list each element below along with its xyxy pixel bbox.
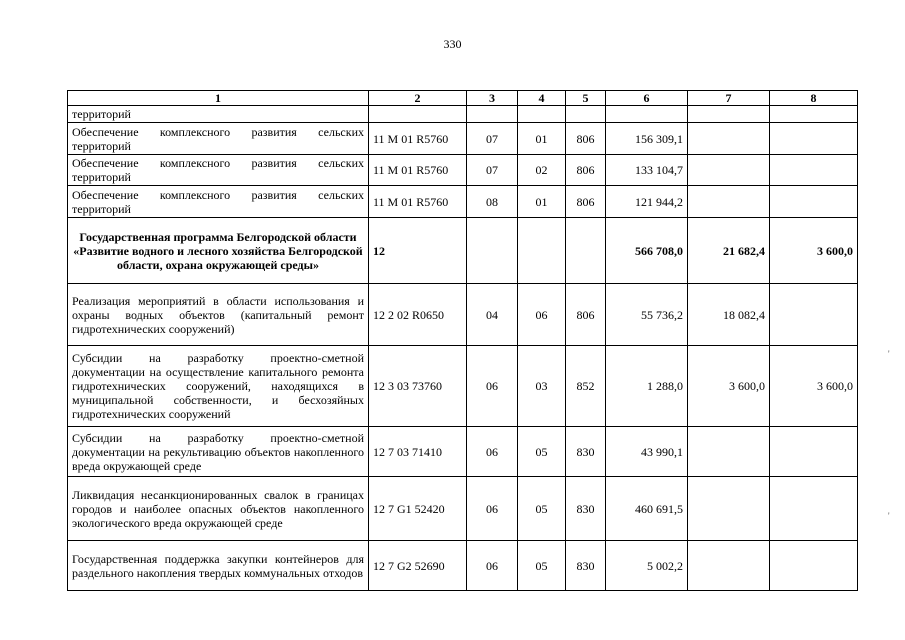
row-code: 11 М 01 R5760 — [369, 186, 467, 218]
row-amount: 5 002,2 — [606, 541, 688, 591]
row-amount: 133 104,7 — [606, 155, 688, 186]
row-amount-regional — [770, 477, 858, 541]
row-amount-federal — [688, 541, 770, 591]
row-section: 04 — [467, 284, 518, 346]
row-description: территорий — [68, 106, 369, 123]
row-section: 06 — [467, 427, 518, 477]
row-amount-regional — [770, 106, 858, 123]
table-row — [68, 346, 858, 427]
row-description: Субсидии на разработку проектно-сметной документации на рекультивацию объектов накопленного вреда окружающей среде — [68, 427, 369, 477]
column-header: 2 — [369, 91, 467, 106]
row-amount-regional — [770, 186, 858, 218]
row-subsection: 05 — [518, 541, 566, 591]
row-section: 06 — [467, 346, 518, 427]
row-description: Ликвидация несанкционированных свалок в границах городов и наиболее опасных объектов накопленного экологического вреда окружающей среде — [68, 477, 369, 541]
row-code — [369, 106, 467, 123]
row-amount-regional: 3 600,0 — [770, 218, 858, 284]
table-row — [68, 123, 858, 155]
column-header: 6 — [606, 91, 688, 106]
row-section — [467, 218, 518, 284]
column-header: 3 — [467, 91, 518, 106]
row-subsection: 03 — [518, 346, 566, 427]
table-row — [68, 186, 858, 218]
row-subsection: 01 — [518, 123, 566, 155]
row-amount: 566 708,0 — [606, 218, 688, 284]
row-subsection: 06 — [518, 284, 566, 346]
row-code: 12 7 03 71410 — [369, 427, 467, 477]
row-section: 06 — [467, 477, 518, 541]
row-expense-type: 852 — [566, 346, 606, 427]
row-section: 07 — [467, 155, 518, 186]
table-row — [68, 477, 858, 541]
scan-dot: ' — [888, 511, 890, 521]
row-subsection: 01 — [518, 186, 566, 218]
row-amount-federal: 21 682,4 — [688, 218, 770, 284]
row-description: Обеспечение комплексного развития сельских территорий — [68, 155, 369, 186]
row-amount-federal — [688, 186, 770, 218]
row-amount: 156 309,1 — [606, 123, 688, 155]
row-code: 11 М 01 R5760 — [369, 123, 467, 155]
row-amount: 1 288,0 — [606, 346, 688, 427]
row-expense-type: 830 — [566, 477, 606, 541]
row-code: 12 7 G2 52690 — [369, 541, 467, 591]
table-row — [68, 155, 858, 186]
row-amount: 43 990,1 — [606, 427, 688, 477]
budget-table — [67, 90, 858, 591]
row-code: 12 2 02 R0650 — [369, 284, 467, 346]
row-expense-type: 806 — [566, 155, 606, 186]
row-subsection — [518, 106, 566, 123]
row-subsection: 05 — [518, 427, 566, 477]
row-amount: 121 944,2 — [606, 186, 688, 218]
row-description: Обеспечение комплексного развития сельских территорий — [68, 123, 369, 155]
row-amount-regional — [770, 123, 858, 155]
header-row — [68, 91, 858, 106]
row-amount-federal — [688, 106, 770, 123]
row-amount: 55 736,2 — [606, 284, 688, 346]
row-description: Обеспечение комплексного развития сельских территорий — [68, 186, 369, 218]
row-amount-regional — [770, 284, 858, 346]
row-section: 08 — [467, 186, 518, 218]
row-section: 07 — [467, 123, 518, 155]
row-section — [467, 106, 518, 123]
row-description: Государственная поддержка закупки контейнеров для раздельного накопления твердых коммунальных отходов — [68, 541, 369, 591]
row-amount-regional — [770, 155, 858, 186]
table-row — [68, 427, 858, 477]
row-description: Субсидии на разработку проектно-сметной документации на осуществление капитального ремонта гидротехнических сооружений, находящихся в муниципальной собственности, и бесхозяйных гидротехнических сооружений — [68, 346, 369, 427]
table-row — [68, 218, 858, 284]
row-expense-type — [566, 106, 606, 123]
row-code: 12 — [369, 218, 467, 284]
row-expense-type: 830 — [566, 541, 606, 591]
table-row — [68, 541, 858, 591]
column-header: 8 — [770, 91, 858, 106]
row-subsection: 05 — [518, 477, 566, 541]
row-expense-type: 806 — [566, 186, 606, 218]
row-amount: 460 691,5 — [606, 477, 688, 541]
row-description: Государственная программа Белгородской области «Развитие водного и лесного хозяйства Белгородской области, охрана окружающей среды» — [68, 218, 369, 284]
row-code: 11 М 01 R5760 — [369, 155, 467, 186]
row-amount-regional: 3 600,0 — [770, 346, 858, 427]
row-amount-federal — [688, 123, 770, 155]
row-amount-federal — [688, 477, 770, 541]
column-header: 5 — [566, 91, 606, 106]
table-row — [68, 284, 858, 346]
row-code: 12 3 03 73760 — [369, 346, 467, 427]
row-subsection — [518, 218, 566, 284]
row-expense-type: 806 — [566, 123, 606, 155]
row-code: 12 7 G1 52420 — [369, 477, 467, 541]
row-description: Реализация мероприятий в области использования и охраны водных объектов (капитальный ремонт гидротехнических сооружений) — [68, 284, 369, 346]
row-amount-regional — [770, 427, 858, 477]
page-number: 330 — [443, 37, 462, 51]
row-subsection: 02 — [518, 155, 566, 186]
row-section: 06 — [467, 541, 518, 591]
row-amount-federal: 3 600,0 — [688, 346, 770, 427]
scan-dot: ' — [888, 349, 890, 359]
row-amount — [606, 106, 688, 123]
column-header: 7 — [688, 91, 770, 106]
column-header: 4 — [518, 91, 566, 106]
row-amount-regional — [770, 541, 858, 591]
row-amount-federal — [688, 155, 770, 186]
column-header: 1 — [68, 91, 369, 106]
row-expense-type: 830 — [566, 427, 606, 477]
row-amount-federal: 18 082,4 — [688, 284, 770, 346]
row-amount-federal — [688, 427, 770, 477]
table-row — [68, 106, 858, 123]
row-expense-type — [566, 218, 606, 284]
row-expense-type: 806 — [566, 284, 606, 346]
